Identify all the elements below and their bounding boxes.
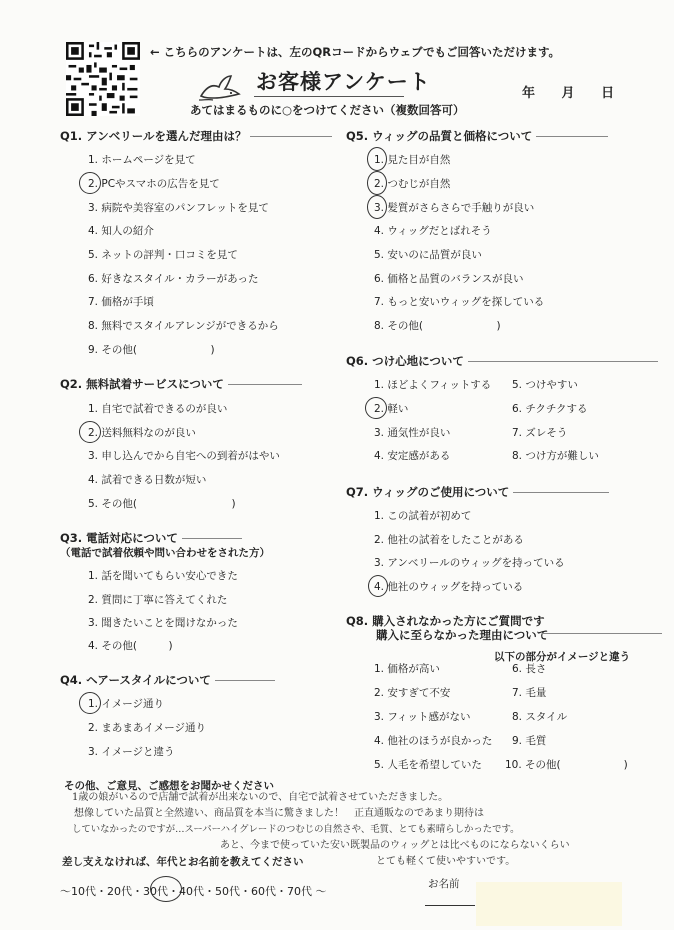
q8-option[interactable]: 6. 長さ: [512, 663, 547, 675]
q8-option[interactable]: 7. 毛量: [512, 687, 547, 699]
q8-option[interactable]: 10. その他( ): [505, 759, 628, 771]
q3-option[interactable]: 3. 聞きたいことを聞けなかった: [88, 617, 238, 629]
q6-option[interactable]: 5. つけやすい: [512, 379, 578, 391]
q1-option[interactable]: 5. ネットの評判・口コミを見て: [88, 249, 238, 261]
q5-rule: [536, 136, 608, 137]
date-month-label: 月: [561, 86, 575, 101]
date-day-label: 日: [601, 86, 615, 101]
q3-heading: [60, 530, 242, 546]
q7-option[interactable]: 3. アンベリールのウィッグを持っている: [374, 557, 565, 569]
q4-title: Q4. ヘアースタイルについて: [60, 673, 211, 687]
q1-rule: [250, 136, 332, 137]
qr-note: ← こちらのアンケートは、左のQRコードからウェブでもご回答いただけます。: [150, 45, 561, 59]
q1-option[interactable]: 1. ホームページを見て: [88, 154, 196, 166]
q2-option[interactable]: 5. その他( ): [88, 498, 236, 510]
q7-option[interactable]: 1. この試着が初めて: [374, 510, 472, 522]
q7-title: Q7. ウィッグのご使用について: [346, 485, 510, 499]
answer-circle-mark: [365, 397, 387, 419]
comment-line: あと、今まで使っていた安い既製品のウィッグとは比べものにならないくらい: [220, 840, 570, 851]
q8-option[interactable]: 4. 他社のほうが良かった: [374, 735, 493, 747]
q6-option[interactable]: 6. チクチクする: [512, 403, 588, 415]
q4-heading: [60, 672, 275, 688]
q1-title: Q1. アンベリールを選んだ理由は？: [60, 129, 247, 143]
q5-option[interactable]: 2. つむじが自然: [374, 178, 451, 190]
name-field-label: お名前: [428, 878, 460, 890]
q5-option[interactable]: 5. 安いのに品質が良い: [374, 249, 482, 261]
qr-code: [66, 42, 140, 116]
q7-heading: [346, 484, 609, 500]
name-age-label: 差し支えなければ、年代とお名前を教えてください: [62, 856, 304, 868]
q6-rule: [468, 361, 658, 362]
q1-option[interactable]: 3. 病院や美容室のパンフレットを見て: [88, 202, 269, 214]
q6-title: Q6. つけ心地について: [346, 354, 464, 368]
dove-icon: [197, 74, 241, 104]
q2-rule: [228, 384, 302, 385]
q3-rule: [182, 538, 242, 539]
comment-line: 想像していた品質と全然違い、商品質を本当に驚きました！ 正直通販なのであまり期待は: [74, 808, 484, 819]
q5-heading: [346, 128, 608, 144]
comment-line: 1歳の娘がいるので店舗で試着が出来ないので、自宅で試着させていただきました。: [72, 792, 449, 803]
q3-option[interactable]: 1. 話を聞いてもらい安心できた: [88, 570, 238, 582]
q2-option[interactable]: 2. 送料無料なのが良い: [88, 427, 196, 439]
q8-subheading: 以下の部分がイメージと違う: [494, 651, 631, 663]
name-redaction: [476, 882, 622, 926]
date-year-label: 年: [522, 86, 536, 101]
q8-option[interactable]: 2. 安すぎて不安: [374, 687, 451, 699]
q5-option[interactable]: 8. その他( ): [374, 320, 501, 332]
answer-circle-mark: [368, 575, 388, 597]
q2-option[interactable]: 3. 申し込んでから自宅への到着がはやい: [88, 450, 280, 462]
q8-title: Q8. 購入されなかった方にご質問です: [346, 614, 545, 628]
q4-option[interactable]: 1. イメージ通り: [88, 698, 165, 710]
q3-option[interactable]: 4. その他( ): [88, 640, 173, 652]
q5-option[interactable]: 1. 見た目が自然: [374, 154, 451, 166]
q1-option[interactable]: 6. 好きなスタイル・カラーがあった: [88, 273, 259, 285]
q6-option[interactable]: 4. 安定感がある: [374, 450, 451, 462]
q5-option[interactable]: 6. 価格と品質のバランスが良い: [374, 273, 524, 285]
handwritten-comment[interactable]: [70, 790, 630, 885]
date-field: [522, 82, 636, 101]
q6-option[interactable]: 1. ほどよくフィットする: [374, 379, 492, 391]
name-field[interactable]: [425, 905, 475, 906]
q7-option[interactable]: 2. 他社の試着をしたことがある: [374, 534, 524, 546]
q3-option[interactable]: 2. 質問に丁寧に答えてくれた: [88, 594, 228, 606]
title-underline: [254, 96, 404, 97]
answer-circle-mark: [79, 692, 101, 714]
q2-heading: [60, 376, 302, 392]
q8-option[interactable]: 3. フィット感がない: [374, 711, 471, 723]
q8-option[interactable]: 8. スタイル: [512, 711, 568, 723]
q8-option[interactable]: 5. 人毛を希望していた: [374, 759, 482, 771]
answer-circle-mark: [367, 195, 387, 219]
q8-rule: [542, 633, 662, 634]
q6-heading: [346, 353, 658, 369]
q1-option[interactable]: 2. PCやスマホの広告を見て: [88, 178, 220, 190]
q3-title: Q3. 電話対応について: [60, 531, 178, 545]
q2-option[interactable]: 4. 試着できる日数が短い: [88, 474, 207, 486]
q1-option[interactable]: 9. その他( ): [88, 344, 215, 356]
q2-title: Q2. 無料試着サービスについて: [60, 377, 224, 391]
q4-option[interactable]: 3. イメージと違う: [88, 746, 175, 758]
q8-heading: [346, 614, 548, 642]
comments-label: その他、ご意見、ご感想をお聞かせください: [64, 780, 274, 792]
q1-heading: [60, 128, 332, 144]
answer-circle-mark: [367, 147, 387, 171]
q8-option[interactable]: 9. 毛質: [512, 735, 547, 747]
q5-option[interactable]: 3. 髪質がさらさらで手触りが良い: [374, 202, 535, 214]
age-group-options[interactable]: ～10代・20代・30代・40代・50代・60代・70代 ～: [60, 885, 327, 898]
q4-rule: [215, 680, 275, 681]
page-title: お客様アンケート: [256, 70, 431, 94]
q7-option[interactable]: 4. 他社のウィッグを持っている: [374, 581, 524, 593]
q6-option[interactable]: 8. つけ方が難しい: [512, 450, 599, 462]
q6-option[interactable]: 7. ズレそう: [512, 427, 568, 439]
page-subtitle: あてはまるものに○をつけてください（複数回答可）: [190, 103, 465, 117]
comment-line: していなかったのですが…スーパーハイグレードのつむじの自然さや、毛質、とても素晴らしかったです。: [72, 824, 520, 835]
q7-rule: [513, 492, 609, 493]
q5-option[interactable]: 4. ウィッグだとばれそう: [374, 225, 492, 237]
answer-circle-mark: [150, 876, 182, 902]
q5-title: Q5. ウィッグの品質と価格について: [346, 129, 533, 143]
q8-option[interactable]: 1. 価格が高い: [374, 663, 440, 675]
q6-option[interactable]: 3. 通気性が良い: [374, 427, 451, 439]
q3-note: （電話で試着依頼や問い合わせをされた方）: [60, 547, 270, 559]
q6-option[interactable]: 2. 軽い: [374, 403, 409, 415]
comment-line: とても軽くて使いやすいです。: [376, 856, 516, 867]
q1-option[interactable]: 4. 知人の紹介: [88, 225, 154, 237]
q5-option[interactable]: 7. もっと安いウィッグを探している: [374, 296, 545, 308]
answer-circle-mark: [79, 421, 101, 443]
answer-circle-mark: [367, 171, 387, 195]
q8-title-line-2: 購入に至らなかった理由について: [376, 628, 549, 642]
q1-option[interactable]: 8. 無料でスタイルアレンジができるから: [88, 320, 279, 332]
q2-option[interactable]: 1. 自宅で試着できるのが良い: [88, 403, 228, 415]
answer-circle-mark: [79, 172, 101, 194]
q1-option[interactable]: 7. 価格が手頃: [88, 296, 154, 308]
q4-option[interactable]: 2. まあまあイメージ通り: [88, 722, 207, 734]
